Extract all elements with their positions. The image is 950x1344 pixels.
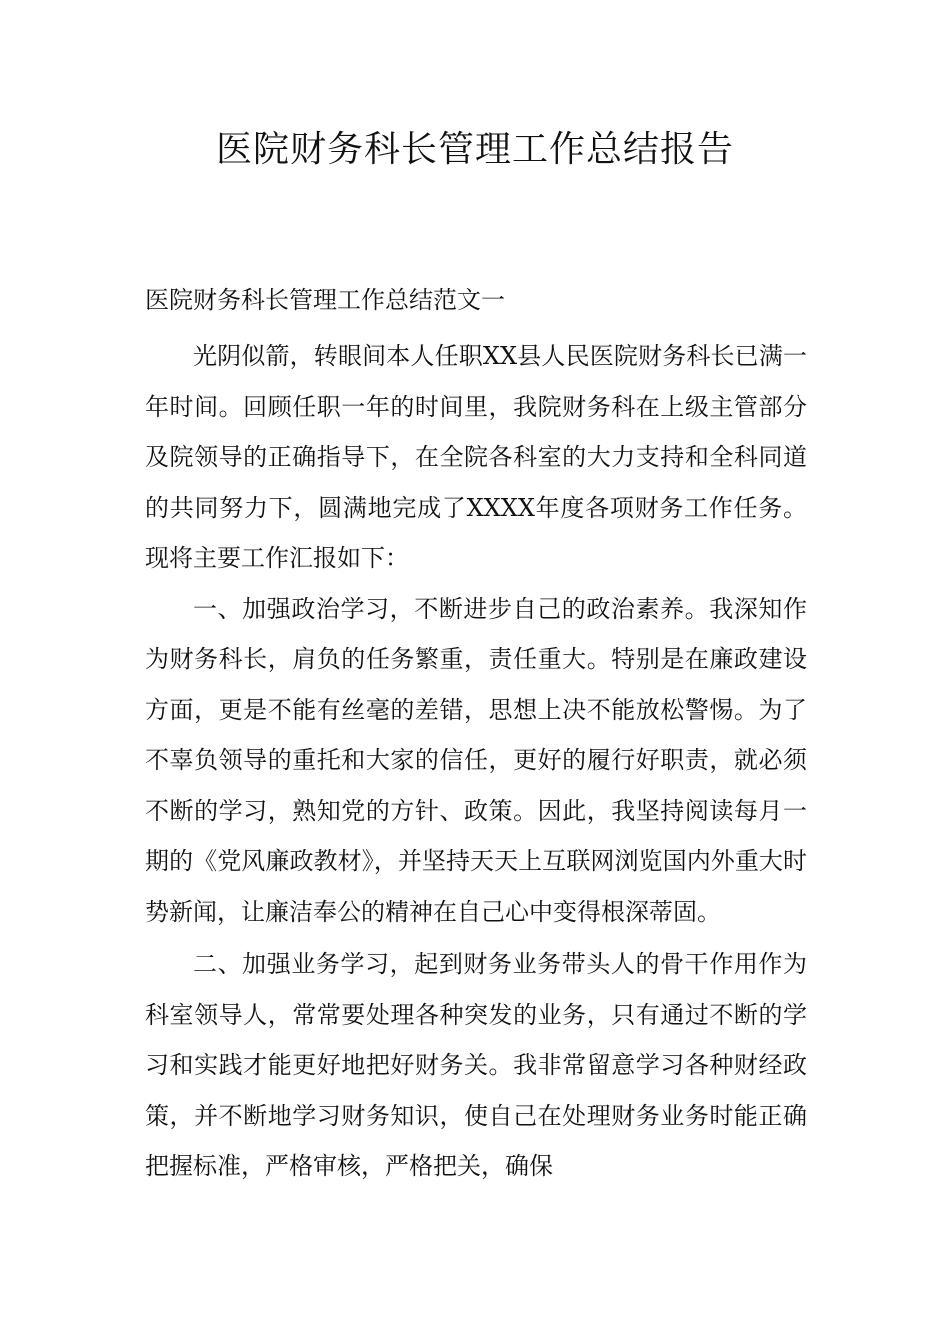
paragraph-political-study: 一、加强政治学习，不断进步自己的政治素养。我深知作为财务科长，肩负的任务繁重，责任重大。特别是在廉政建设方面，更是不能有丝毫的差错，思想上决不能放松警惕。为了不辜负领导的重托和大家的信任，更好的履行好职责，就必须不断的学习，熟知党的方针、政策。因此，我坚持阅读每月一期的《党风廉政教材》，并坚持天天上互联网浏览国内外重大时势新闻，让廉洁奉公的精神在自己心中变得根深蒂固。 xyxy=(145,594,807,926)
document-subtitle: 医院财务科长管理工作总结范文一 xyxy=(145,286,505,314)
document-body xyxy=(145,331,807,1192)
document-title: 医院财务科长管理工作总结报告 xyxy=(215,129,734,170)
paragraph-intro: 光阴似箭，转眼间本人任职XX县人民医院财务科长已满一年时间。回顾任职一年的时间里，我院财务科在上级主管部分及院领导的正确指导下，在全院各科室的大力支持和全科同道的共同努力下，圆满地完成了XXXX年度各项财务工作任务。现将主要工作汇报如下： xyxy=(145,342,807,572)
paragraph-business-study: 二、加强业务学习，起到财务业务带头人的骨干作用作为科室领导人，常常要处理各种突发的业务，只有通过不断的学习和实践才能更好地把好财务关。我非常留意学习各种财经政策，并不断地学习财务知识，使自己在处理财务业务时能正确把握标准，严格审核，严格把关，确保 xyxy=(145,950,807,1180)
